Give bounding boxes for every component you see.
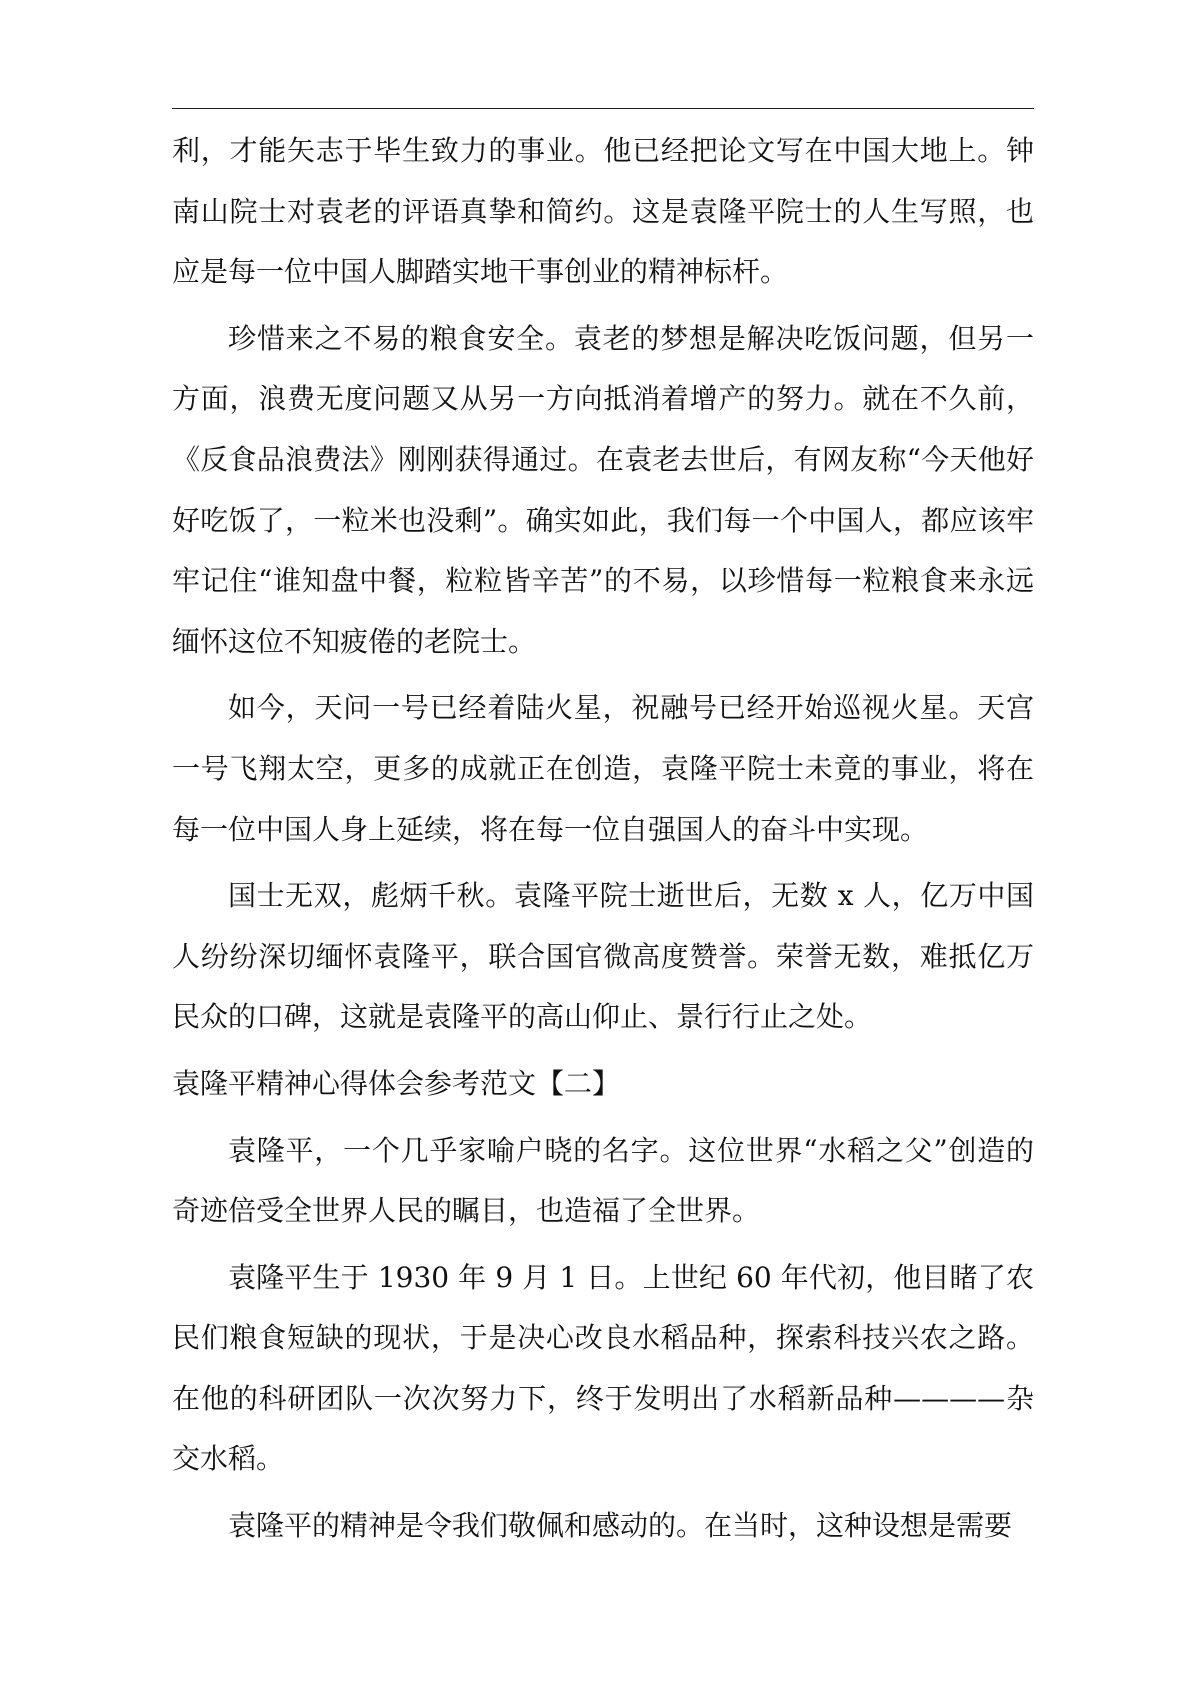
header-rule: [172, 108, 1034, 109]
paragraph-spirit: 袁隆平的精神是令我们敬佩和感动的。在当时，这种设想是需要: [228, 1509, 1013, 1543]
paragraph-biography: 袁隆平生于 1930 年 9 月 1 日。上世纪 60 年代初，他目睹了农民们粮食短缺的现状，于是决心改良水稻品种，探索科技兴农之路。在他的科研团队一次次努力下，终于发明出了水稻新品种————杂交水稻。: [172, 1260, 1034, 1476]
paragraph-national-hero: 国士无双，彪炳千秋。袁隆平院士逝世后，无数 x 人，亿万中国人纷纷深切缅怀袁隆平，联合国官微高度赞誉。荣誉无数，难抵亿万民众的口碑，这就是袁隆平的高山仰止、景行行止之处。: [172, 879, 1034, 1034]
paragraph-food-security: 珍惜来之不易的粮食安全。袁老的梦想是解决吃饭问题，但另一方面，浪费无度问题又从另一方向抵消着增产的努力。就在不久前，《反食品浪费法》刚刚获得通过。在袁老去世后，有网友称“今天他好好吃饭了，一粒米也没剩”。确实如此，我们每一个中国人，都应该牢牢记住“谁知盘中餐，粒粒皆辛苦”的不易，以珍惜每一粒粮食来永远缅怀这位不知疲倦的老院士。: [172, 321, 1034, 658]
paragraph-space-achievements: 如今，天问一号已经着陆火星，祝融号已经开始巡视火星。天宫一号飞翔太空，更多的成就正在创造，袁隆平院士未竟的事业，将在每一位中国人身上延续，将在每一位自强国人的奋斗中实现。: [172, 691, 1034, 846]
document-body: [172, 121, 1034, 1563]
section-heading: 袁隆平精神心得体会参考范文【二】: [172, 1066, 621, 1100]
paragraph-continued: 利，才能矢志于毕生致力的事业。他已经把论文写在中国大地上。钟南山院士对袁老的评语真挚和简约。这是袁隆平院士的人生写照，也应是每一位中国人脚踏实地干事创业的精神标杆。: [172, 134, 1034, 289]
paragraph-intro: 袁隆平，一个几乎家喻户晓的名字。这位世界“水稻之父”创造的奇迹倍受全世界人民的瞩目，也造福了全世界。: [172, 1133, 1034, 1228]
